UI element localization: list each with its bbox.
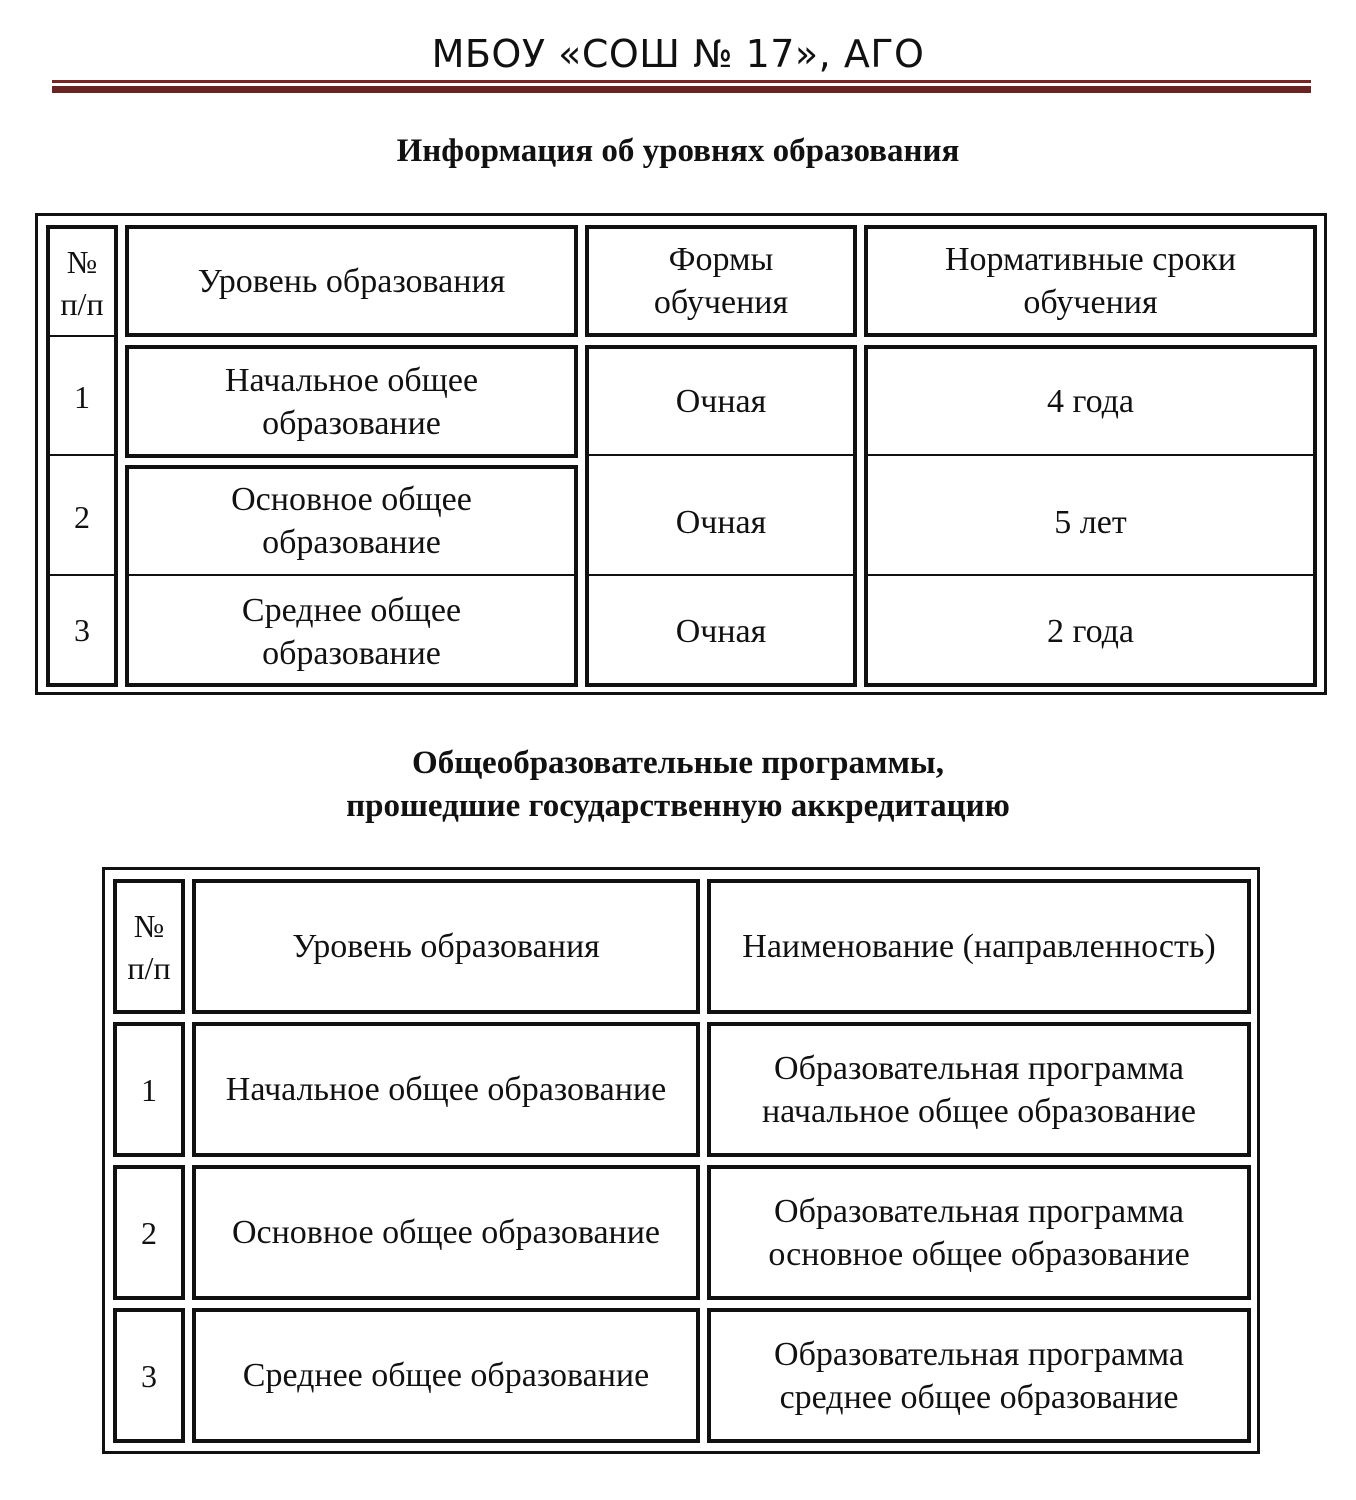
form-text-cell: Очная [675,503,767,541]
table-row-num: 3 [113,1308,185,1443]
programs-title-line1: Общеобразовательные программы, [412,745,944,781]
program-text: Образовательная программа основное общее образование [768,1192,1190,1273]
programs-header-program [707,879,1251,1014]
form-text-cell: Очная [675,612,767,650]
level-text-cell [125,576,578,687]
table-row-program [707,1308,1251,1443]
table-row-num: 1 [113,1022,185,1157]
duration-text-cell: 2 года [1046,612,1134,650]
programs-table-title [0,742,1356,828]
levels-num-divider [48,454,116,456]
table-row-num: 3 [74,612,90,648]
program-text: Образовательная программа начальное общее образование [761,1049,1197,1130]
programs-header-num [113,879,185,1014]
header-program-label: Наименование (направленность) [742,928,1216,965]
table-row-level [192,1165,700,1300]
duration-text-cell: 4 года [1046,382,1134,420]
header-rule-thick [52,86,1311,93]
levels-num-divider [48,335,116,337]
level-text: Среднее общее образование [242,1357,650,1394]
table-row-num: 2 [113,1165,185,1300]
header-level-label: Уровень образования [197,262,506,300]
table-row-program [707,1022,1251,1157]
levels-level-cell [125,345,578,458]
table-row-num: 1 [74,379,90,415]
form-text-cell: Очная [675,382,767,420]
table-row-level [192,1308,700,1443]
level-text: Начальное общее образование [224,361,479,442]
header-level-label: Уровень образования [292,928,600,965]
header-form-label: Формы обучения [653,241,789,321]
duration-text-cell: 5 лет [1054,503,1127,541]
program-text: Образовательная программа среднее общее образование [774,1335,1184,1416]
header-rule-thin [52,80,1311,83]
level-text: Среднее общее образование [241,591,462,672]
table-row-program [707,1165,1251,1300]
header-num-label: № п/п [60,244,104,322]
levels-header-form [585,225,857,337]
table-row-level [192,1022,700,1157]
header-duration-label: Нормативные сроки обучения [944,241,1237,321]
levels-header-level [125,225,578,337]
levels-header-num [46,225,118,337]
level-text: Начальное общее образование [225,1071,667,1108]
level-text: Основное общее образование [231,481,472,561]
school-name: МБОУ «СОШ № 17», АГО [431,32,925,76]
level-text: Основное общее образование [231,1214,661,1251]
programs-header-level [192,879,700,1014]
header-num-label: № п/п [127,907,171,986]
levels-table-title: Информация об уровнях образования [396,133,960,169]
programs-title-line2: прошедшие государственную аккредитацию [346,788,1010,824]
table-row-num: 2 [74,499,90,535]
levels-header-duration [864,225,1317,337]
level-text-cell [125,465,578,577]
